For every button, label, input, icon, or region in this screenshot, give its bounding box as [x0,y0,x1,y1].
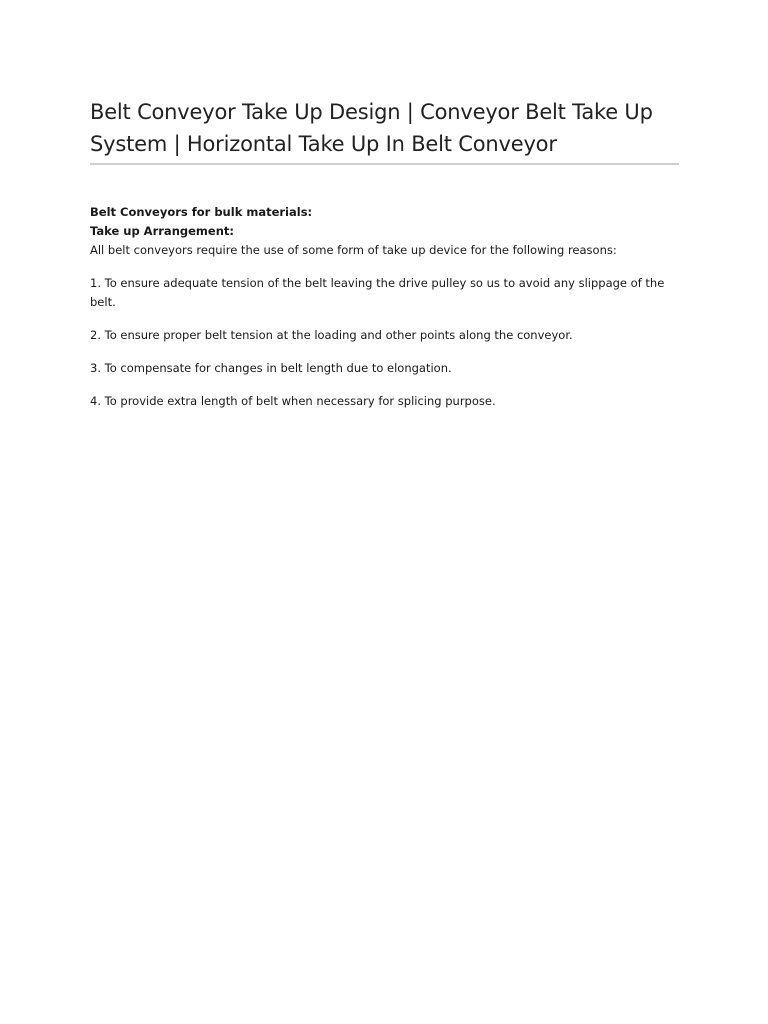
document-body [90,203,679,411]
document-page [90,96,679,425]
reason-item-2: 2. To ensure proper belt tension at the loading and other points along the conveyor. [90,328,573,342]
reason-item-4: 4. To provide extra length of belt when necessary for splicing purpose. [90,394,496,408]
title-divider [90,163,679,165]
document-title: Belt Conveyor Take Up Design | Conveyor Belt Take Up System | Horizontal Take Up In Belt Conveyor [90,100,653,156]
intro-paragraph: All belt conveyors require the use of some form of take up device for the following reasons: [90,243,617,257]
reason-item-1: 1. To ensure adequate tension of the belt leaving the drive pulley so us to avoid any slippage of the belt. [90,276,665,309]
section-heading-take-up-arrangement: Take up Arrangement: [90,224,234,238]
reason-item-3: 3. To compensate for changes in belt length due to elongation. [90,361,452,375]
section-heading-bulk-materials: Belt Conveyors for bulk materials: [90,205,313,219]
